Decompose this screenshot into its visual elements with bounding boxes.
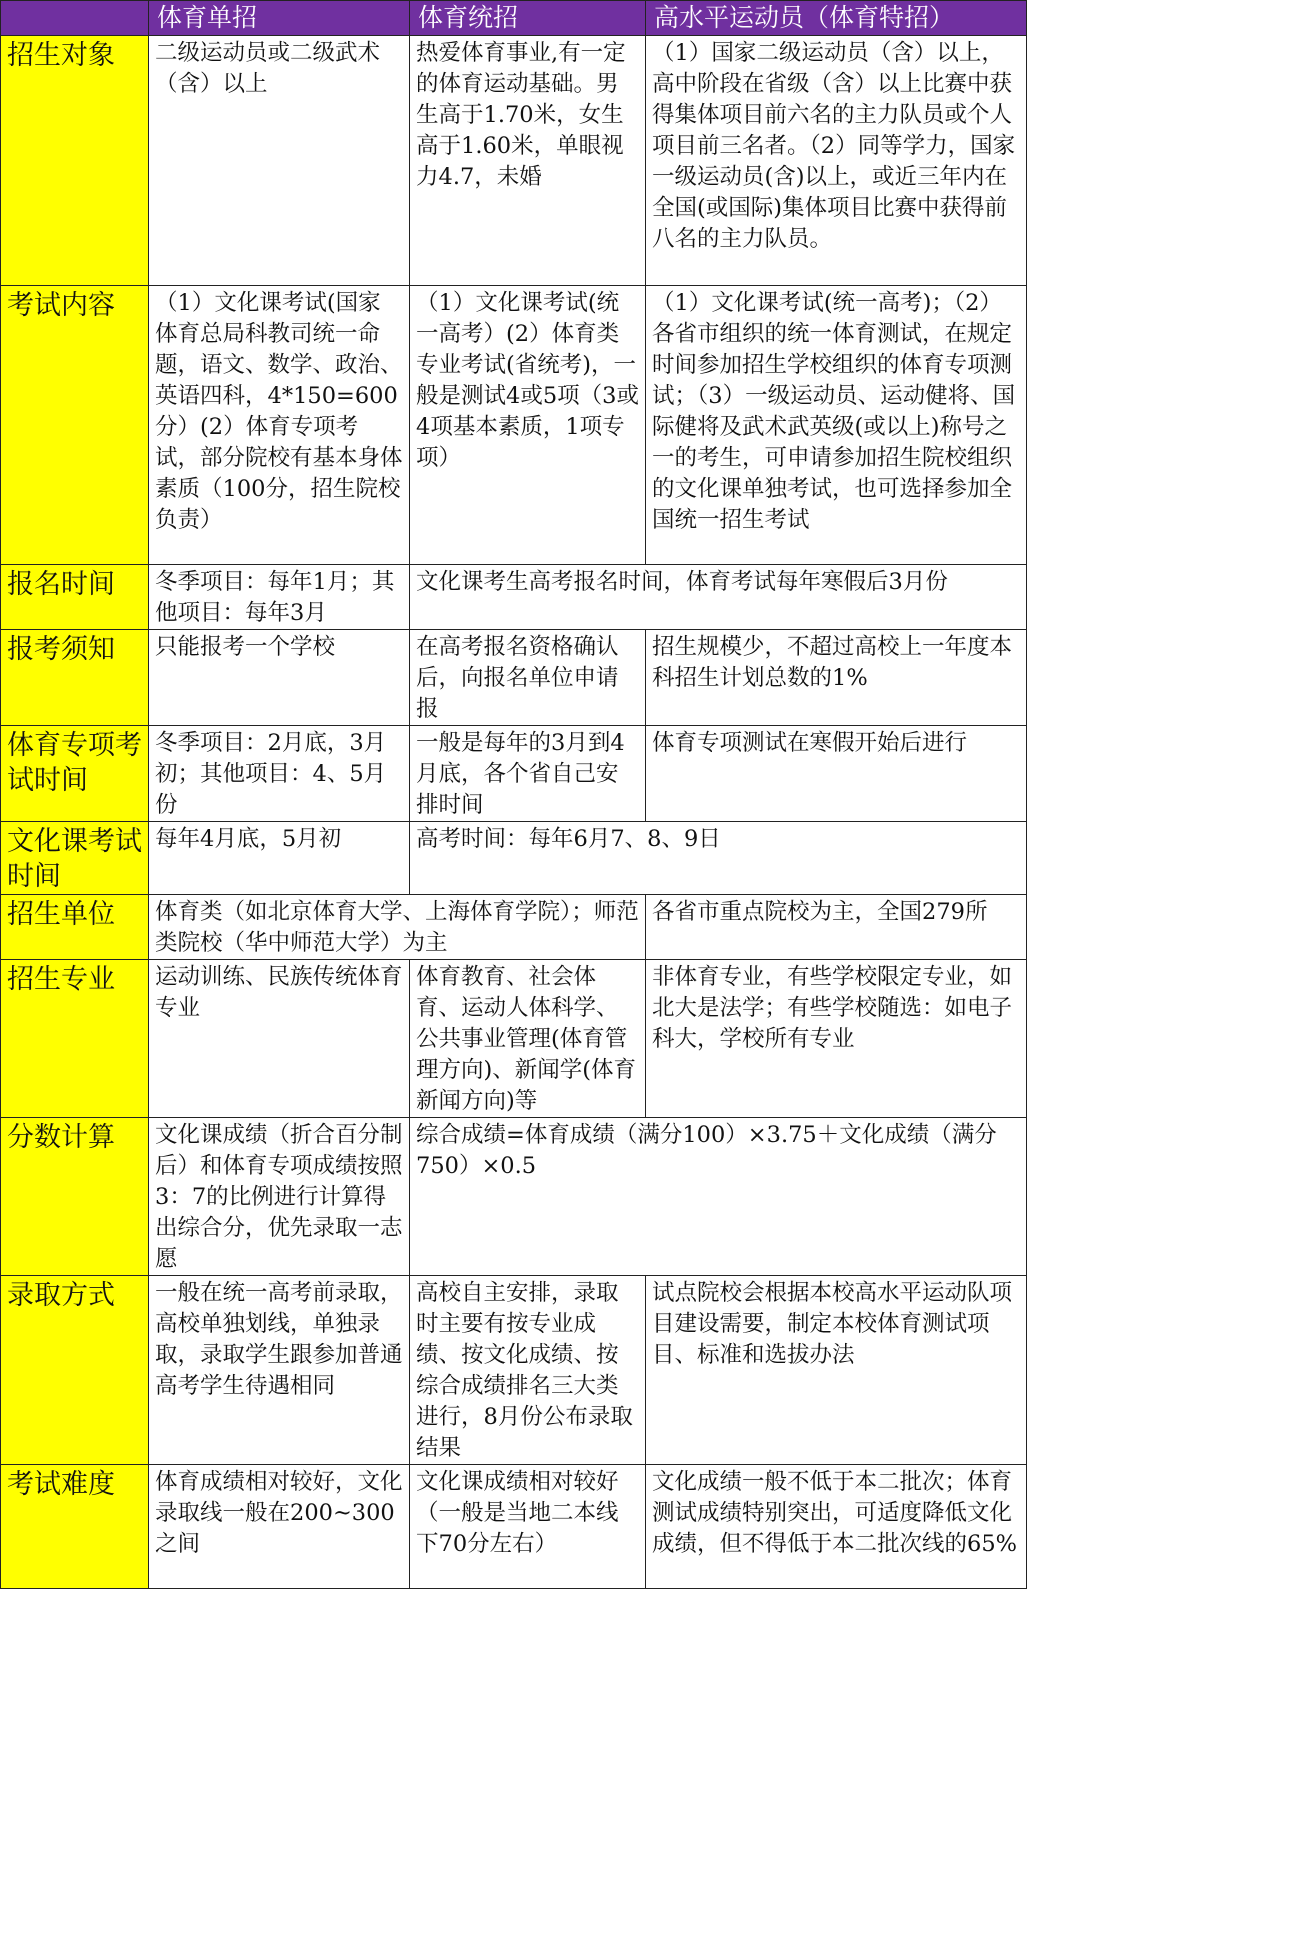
- table-cell: 冬季项目：2月底，3月初；其他项目：4、5月份: [149, 726, 410, 822]
- table-row: [1, 286, 1027, 565]
- table-cell: 一般是每年的3月到4月底，各个省自己安排时间: [410, 726, 646, 822]
- row-label: 考试内容: [1, 286, 149, 565]
- table-cell: 非体育专业，有些学校限定专业，如北大是法学；有些学校随选：如电子科大，学校所有专业: [646, 960, 1027, 1118]
- table-row: [1, 565, 1027, 630]
- table-cell: 文化课考生高考报名时间，体育考试每年寒假后3月份: [410, 565, 1027, 630]
- table-cell: 各省市重点院校为主，全国279所: [646, 895, 1027, 960]
- table-row: [1, 895, 1027, 960]
- table-cell: 综合成绩=体育成绩（满分100）×3.75＋文化成绩（满分750）×0.5: [410, 1118, 1027, 1276]
- table-cell: （1）国家二级运动员（含）以上，高中阶段在省级（含）以上比赛中获得集体项目前六名的主力队员或个人项目前三名者。（2）同等学力，国家一级运动员(含)以上，或近三年内在全国(或国际)集体项目比赛中获得前八名的主力队员。: [646, 36, 1027, 286]
- table-cell: 运动训练、民族传统体育专业: [149, 960, 410, 1118]
- table-cell: （1）文化课考试(统一高考)；（2）各省市组织的统一体育测试，在规定时间参加招生学校组织的体育专项测试；（3）一级运动员、运动健将、国际健将及武术武英级(或以上)称号之一的考生，可申请参加招生院校组织的文化课单独考试，也可选择参加全国统一招生考试: [646, 286, 1027, 565]
- row-label: 报考须知: [1, 630, 149, 726]
- table-cell: 高考时间：每年6月7、8、9日: [410, 822, 1027, 895]
- table-cell: 文化课成绩相对较好（一般是当地二本线下70分左右）: [410, 1465, 646, 1589]
- table-cell: （1）文化课考试(国家体育总局科教司统一命题，语文、数学、政治、英语四科，4*150=600分）(2）体育专项考试，部分院校有基本身体素质（100分，招生院校负责）: [149, 286, 410, 565]
- table-cell: 热爱体育事业,有一定的体育运动基础。男生高于1.70米，女生高于1.60米，单眼视力4.7，未婚: [410, 36, 646, 286]
- table-cell: 体育教育、社会体育、运动人体科学、公共事业管理(体育管理方向)、新闻学(体育新闻方向)等: [410, 960, 646, 1118]
- table-cell: （1）文化课考试(统一高考）(2）体育类专业考试(省统考)，一般是测试4或5项（3或4项基本素质，1项专项）: [410, 286, 646, 565]
- row-label: 招生对象: [1, 36, 149, 286]
- row-label: 招生专业: [1, 960, 149, 1118]
- table-cell: 每年4月底，5月初: [149, 822, 410, 895]
- table-row: [1, 36, 1027, 286]
- table-cell: 体育类（如北京体育大学、上海体育学院）；师范类院校（华中师范大学）为主: [149, 895, 646, 960]
- header-row: [1, 1, 1027, 36]
- table-row: [1, 1276, 1027, 1465]
- header-sports-unified-recruit: 体育统招: [410, 1, 646, 36]
- row-label: 招生单位: [1, 895, 149, 960]
- table-row: [1, 726, 1027, 822]
- table-row: [1, 822, 1027, 895]
- row-label: 分数计算: [1, 1118, 149, 1276]
- table-cell: 文化成绩一般不低于本二批次；体育测试成绩特别突出，可适度降低文化成绩，但不得低于本二批次线的65%: [646, 1465, 1027, 1589]
- table-row: [1, 1465, 1027, 1589]
- table-cell: 二级运动员或二级武术（含）以上: [149, 36, 410, 286]
- table-cell: 试点院校会根据本校高水平运动队项目建设需要，制定本校体育测试项目、标准和选拔办法: [646, 1276, 1027, 1465]
- table-cell: 在高考报名资格确认后，向报名单位申请报: [410, 630, 646, 726]
- table-cell: 文化课成绩（折合百分制后）和体育专项成绩按照3：7的比例进行计算得出综合分，优先录取一志愿: [149, 1118, 410, 1276]
- table-cell: 冬季项目：每年1月；其他项目：每年3月: [149, 565, 410, 630]
- table-row: [1, 960, 1027, 1118]
- row-label: 体育专项考试时间: [1, 726, 149, 822]
- header-sports-single-recruit: 体育单招: [149, 1, 410, 36]
- table-cell: 体育成绩相对较好，文化录取线一般在200~300之间: [149, 1465, 410, 1589]
- header-high-level-athlete: 高水平运动员（体育特招）: [646, 1, 1027, 36]
- row-label: 文化课考试时间: [1, 822, 149, 895]
- table-row: [1, 1118, 1027, 1276]
- header-corner: [1, 1, 149, 36]
- row-label: 录取方式: [1, 1276, 149, 1465]
- table-cell: 体育专项测试在寒假开始后进行: [646, 726, 1027, 822]
- table-cell: 招生规模少，不超过高校上一年度本科招生计划总数的1%: [646, 630, 1027, 726]
- row-label: 考试难度: [1, 1465, 149, 1589]
- table-cell: 一般在统一高考前录取，高校单独划线，单独录取，录取学生跟参加普通高考学生待遇相同: [149, 1276, 410, 1465]
- table-cell: 高校自主安排，录取时主要有按专业成绩、按文化成绩、按综合成绩排名三大类进行，8月份公布录取结果: [410, 1276, 646, 1465]
- table-row: [1, 630, 1027, 726]
- row-label: 报名时间: [1, 565, 149, 630]
- table-cell: 只能报考一个学校: [149, 630, 410, 726]
